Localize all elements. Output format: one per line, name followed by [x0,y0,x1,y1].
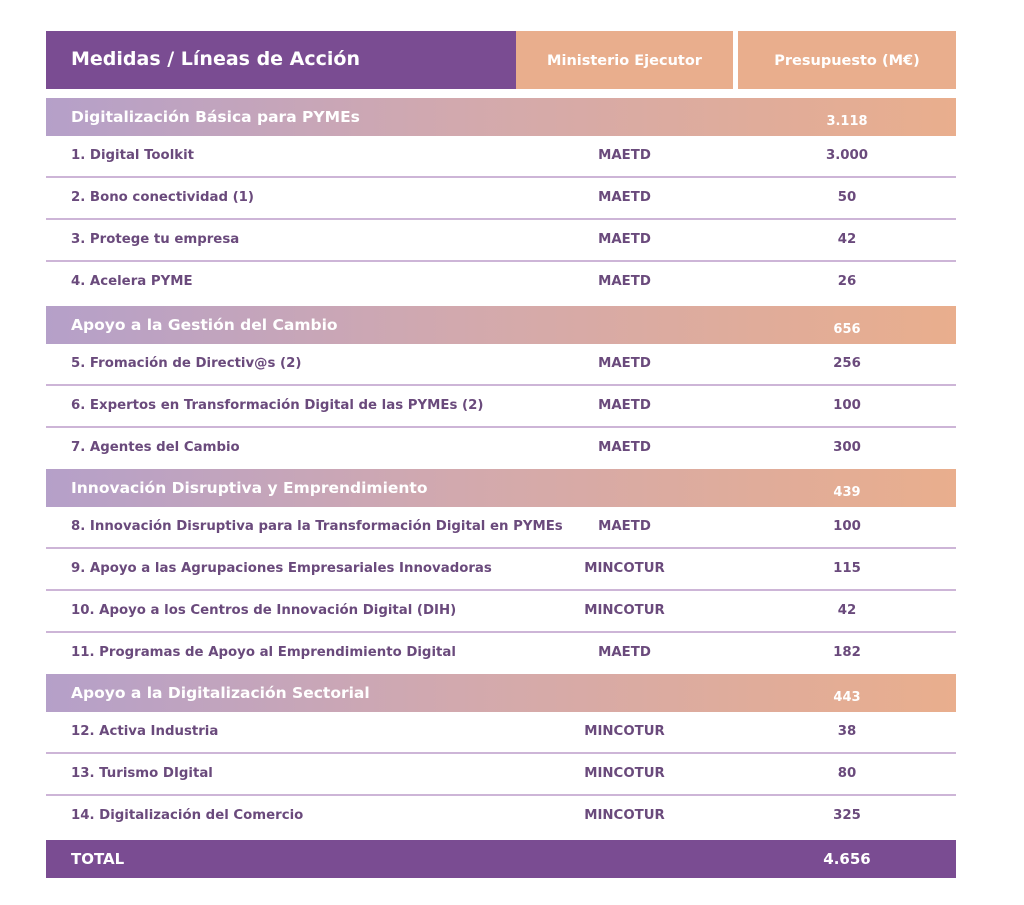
measure-name: 7. Agentes del Cambio [71,440,240,455]
measure-name: 6. Expertos en Transformación Digital de las PYMEs (2) [71,398,484,413]
section-header [46,98,956,136]
table-row [46,386,956,428]
measure-name: 8. Innovación Disruptiva para la Transformación Digital en PYMEs [71,519,563,534]
measure-name: 5. Fromación de Directiv@s (2) [71,356,302,371]
budget-cell: 42 [837,603,857,618]
measure-name: 13. Turismo DIgital [71,766,213,781]
measure-name: 11. Programas de Apoyo al Emprendimiento Digital [71,645,456,660]
table-row [46,344,956,386]
table-row [46,796,956,836]
section-header [46,469,956,507]
budget-cell: 100 [833,519,861,534]
total-label: TOTAL [71,850,125,868]
ministry-cell: MINCOTUR [584,603,665,618]
budget-cell: 50 [837,190,857,205]
section-title: Innovación Disruptiva y Emprendimiento [71,479,428,497]
total-value: 4.656 [823,850,871,868]
budget-cell: 325 [833,808,861,823]
ministry-cell: MAETD [598,148,651,163]
section-amount: 656 [833,322,861,337]
budget-cell: 115 [833,561,861,576]
table-row [46,262,956,302]
header-ministry: Ministerio Ejecutor [516,31,733,89]
budget-cell: 38 [837,724,857,739]
measure-name: 12. Activa Industria [71,724,219,739]
table-row [46,633,956,673]
table-row [46,178,956,220]
ministry-cell: MAETD [598,190,651,205]
ministry-cell: MAETD [598,519,651,534]
measure-name: 9. Apoyo a las Agrupaciones Empresariales Innovadoras [71,561,492,576]
budget-table [46,31,956,878]
ministry-cell: MAETD [598,645,651,660]
budget-cell: 42 [837,232,857,247]
measure-name: 4. Acelera PYME [71,274,193,289]
budget-cell: 100 [833,398,861,413]
section-amount: 443 [833,690,861,705]
total-row [46,840,956,878]
budget-cell: 26 [837,274,857,289]
budget-cell: 256 [833,356,861,371]
section-title: Apoyo a la Digitalización Sectorial [71,684,370,702]
header-measures: Medidas / Líneas de Acción [46,31,516,89]
table-row [46,507,956,549]
table-row [46,712,956,754]
budget-cell: 80 [837,766,857,781]
ministry-cell: MINCOTUR [584,808,665,823]
table-header [46,31,956,89]
ministry-cell: MINCOTUR [584,766,665,781]
budget-cell: 182 [833,645,861,660]
table-row [46,549,956,591]
ministry-cell: MAETD [598,398,651,413]
measure-name: 1. Digital Toolkit [71,148,195,163]
ministry-cell: MAETD [598,440,651,455]
measure-name: 14. Digitalización del Comercio [71,808,304,823]
budget-cell: 300 [833,440,861,455]
table-row [46,754,956,796]
table-row [46,220,956,262]
measure-name: 2. Bono conectividad (1) [71,190,255,205]
section-amount: 439 [833,485,861,500]
budget-cell: 3.000 [825,148,869,163]
ministry-cell: MAETD [598,274,651,289]
section-header [46,306,956,344]
ministry-cell: MAETD [598,232,651,247]
measure-name: 3. Protege tu empresa [71,232,240,247]
ministry-cell: MAETD [598,356,651,371]
table-row [46,136,956,178]
table-row [46,428,956,468]
section-header [46,674,956,712]
measure-name: 10. Apoyo a los Centros de Innovación Digital (DIH) [71,603,457,618]
ministry-cell: MINCOTUR [584,724,665,739]
header-budget: Presupuesto (M€) [738,31,956,89]
table-row [46,591,956,633]
section-title: Apoyo a la Gestión del Cambio [71,316,338,334]
section-title: Digitalización Básica para PYMEs [71,108,360,126]
ministry-cell: MINCOTUR [584,561,665,576]
section-amount: 3.118 [826,114,868,129]
